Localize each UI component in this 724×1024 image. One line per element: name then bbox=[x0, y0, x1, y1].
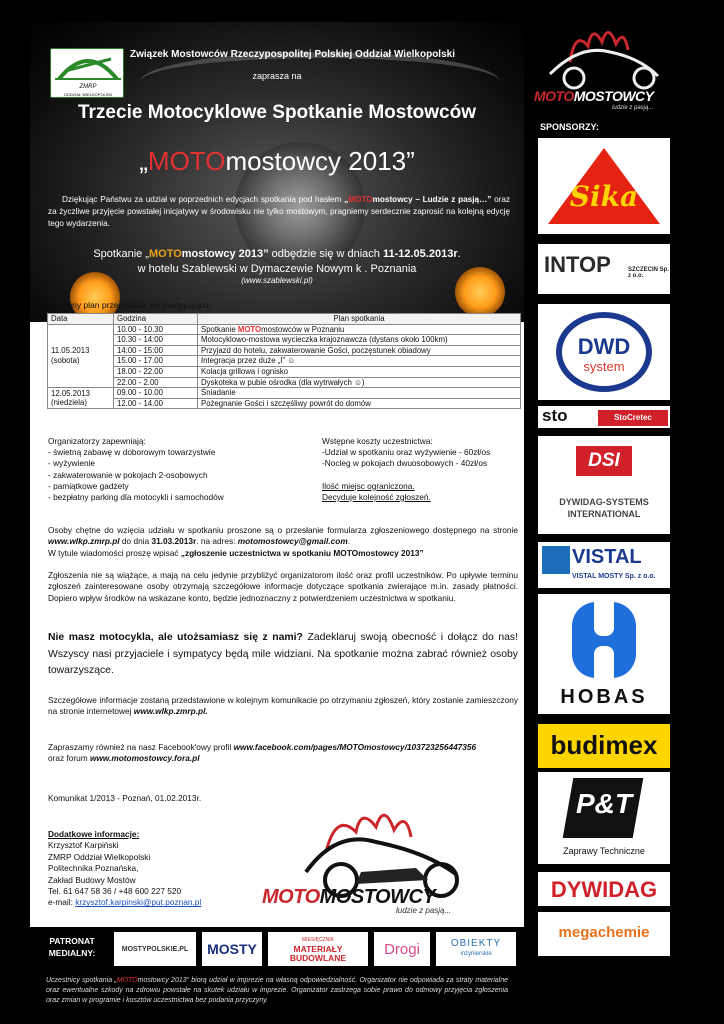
table-row bbox=[48, 366, 521, 377]
media-name: MOSTYPOLSKIE.PL bbox=[121, 945, 189, 953]
contact-line: Tel. 61 647 58 36 / +48 600 227 520 bbox=[48, 886, 182, 897]
time-cell: 15.00 - 17.00 bbox=[114, 356, 198, 367]
time-cell: 12.00 - 14.00 bbox=[114, 398, 198, 409]
p5-text-b: oraz forum bbox=[48, 753, 90, 764]
list-item: - wyżywienie bbox=[48, 458, 96, 469]
details-paragraph bbox=[48, 695, 518, 718]
thanks-paragraph bbox=[48, 194, 510, 230]
media-name: inżynierskie bbox=[460, 951, 492, 957]
registration-paragraph bbox=[48, 525, 518, 559]
motorcycle-hero-image bbox=[30, 22, 524, 322]
footer-text: Uczestnicy spotkania „ bbox=[46, 977, 117, 984]
pt-logo bbox=[538, 772, 670, 864]
meeting-place: w hotelu Szablewski w Dymaczewie Nowym k . Poznania bbox=[137, 263, 417, 275]
meeting-announcement bbox=[30, 247, 524, 277]
table-row bbox=[48, 345, 521, 356]
hobas-text: HOBAS bbox=[560, 686, 648, 708]
mostypolskie-logo bbox=[114, 932, 196, 966]
organizers-title: Organizatorzy zapewniają: bbox=[48, 436, 146, 446]
footer-moto: MOTO bbox=[116, 977, 138, 984]
costs-title: Wstępne koszty uczestnictwa: bbox=[322, 436, 433, 446]
top-logo-tagline: ludzie z pasją... bbox=[612, 105, 654, 111]
header-time: Godzina bbox=[114, 314, 198, 325]
media-name: MIESIĘCZNIK bbox=[302, 936, 334, 943]
communique-line: Komunikat 1/2013 - Poznań, 01.02.2013r. bbox=[48, 793, 202, 803]
forum-link[interactable]: www.motomostowcy.fora.pl bbox=[89, 753, 200, 764]
day2-weekday: (niedziela) bbox=[51, 398, 87, 408]
day2-date: 12.05.2013 bbox=[51, 388, 91, 398]
media-name: MATERIAŁY BUDOWLANE bbox=[289, 943, 347, 963]
media-name: MOSTY bbox=[207, 941, 257, 957]
megachemie-text: megachemie bbox=[558, 924, 650, 941]
time-cell: 10.30 - 14:00 bbox=[114, 335, 198, 346]
day1-cell bbox=[48, 324, 114, 388]
contact-line: Zakład Budowy Mostów bbox=[48, 874, 136, 885]
list-item: - bezpłatny parking dla motocykli i samochodów bbox=[48, 492, 224, 503]
sika-text: Sika bbox=[569, 180, 639, 213]
hotel-website[interactable]: (www.szablewski.pl) bbox=[241, 276, 313, 285]
disclaimer-footer bbox=[30, 973, 524, 1016]
plan-moto: MOTO bbox=[237, 324, 262, 334]
dwd-text: DWD bbox=[577, 334, 631, 359]
limited-places: Ilość miejsc ograniczona. bbox=[322, 480, 415, 491]
list-item: - świetną zabawę w doborowym towarzystwie bbox=[48, 447, 216, 458]
vistal-subtext: VISTAL MOSTY Sp. z o.o. bbox=[572, 573, 656, 580]
contact-block bbox=[48, 829, 288, 909]
materialy-budowlane-logo bbox=[268, 932, 368, 966]
budimex-text: budimex bbox=[550, 730, 658, 760]
plan-cell: Dyskoteka w pubie ośrodka (dla wytrwałych ☺) bbox=[198, 377, 521, 388]
header-date: Data bbox=[48, 314, 114, 325]
table-row bbox=[48, 388, 521, 399]
meeting-part3: . bbox=[457, 248, 461, 260]
time-cell: 18.00 - 22.00 bbox=[114, 366, 198, 377]
contact-line: ZMRP Oddział Wielkopolski bbox=[48, 851, 151, 862]
schedule-table bbox=[47, 313, 521, 409]
pt-text: P&T bbox=[576, 788, 632, 819]
title-moto: MOTO bbox=[147, 146, 226, 176]
p1-text-c: . na adres: bbox=[196, 536, 238, 547]
time-cell: 10.00 - 10.30 bbox=[114, 324, 198, 335]
organization-name: Związek Mostowców Rzeczypospolitej Polskiej Oddział Wielkopolski bbox=[130, 49, 455, 60]
sto-text: sto bbox=[542, 406, 568, 425]
deadline-date: 31.03.2013r bbox=[151, 536, 197, 547]
obiekty-inzynierskie-logo bbox=[436, 932, 516, 966]
facebook-paragraph bbox=[48, 742, 518, 765]
contact-email-link[interactable]: krzysztof.karpinski@put.poznan.pl bbox=[75, 897, 202, 908]
header-plan: Plan spotkania bbox=[198, 314, 521, 325]
sika-logo bbox=[538, 138, 670, 234]
list-item: - zakwaterowanie w pokojach 2-osobowych bbox=[48, 469, 208, 480]
vistal-logo bbox=[538, 542, 670, 588]
top-logo-wordmark bbox=[534, 88, 654, 104]
sponsors-label: SPONSORZY: bbox=[540, 122, 599, 132]
drogi-logo bbox=[374, 932, 430, 966]
contact-email-line bbox=[48, 897, 288, 908]
vistal-text: VISTAL bbox=[572, 546, 642, 568]
email-subject: „zgłoszenie uczestnictwa w spotkaniu MOTOmostowcy 2013” bbox=[180, 547, 424, 558]
table-row bbox=[48, 324, 521, 335]
meeting-moto: MOTO bbox=[148, 248, 182, 260]
hobas-h-gap-bottom bbox=[594, 646, 614, 678]
logo-moto: MOTO bbox=[262, 886, 320, 908]
time-cell: 09.00 - 10.00 bbox=[114, 388, 198, 399]
p3-question: Nie masz motocykla, ale utożsamiasz się z nami? bbox=[48, 632, 303, 643]
megachemie-logo bbox=[538, 912, 670, 956]
costs-list bbox=[322, 436, 522, 503]
stocretec-text: StoCretec bbox=[598, 410, 668, 426]
dwd-logo bbox=[538, 304, 670, 400]
plan-cell: Integracja przez duże „I” ☺ bbox=[198, 356, 521, 367]
p3-text: Zadeklaruj swoją obecność i dołącz do nas! Wszyscy nasi przyjaciele i sympatycy będą mile widziani. Na spotkanie można zabrać również osoby towarzyszące. bbox=[48, 632, 518, 676]
organizers-list bbox=[48, 436, 308, 503]
main-title bbox=[30, 146, 524, 177]
media-name: Drogi bbox=[384, 940, 420, 958]
contact-line: Politechnika Poznańska, bbox=[48, 863, 139, 874]
plan-cell: Motocyklowo-mostowa wycieczka krajoznawcza (dystans około 100km) bbox=[198, 335, 521, 346]
p1-text-b: do dnia bbox=[119, 536, 152, 547]
hobas-logo bbox=[538, 594, 670, 714]
thanks-moto: MOTO bbox=[348, 195, 373, 204]
sto-logo bbox=[538, 406, 670, 428]
day2-cell bbox=[48, 388, 114, 409]
main-column bbox=[30, 22, 524, 1016]
dsi-subtext: DYWIDAG-SYSTEMS INTERNATIONAL bbox=[559, 497, 649, 519]
invites-text: zaprasza na bbox=[252, 71, 302, 81]
title-rest: mostowcy 2013” bbox=[225, 146, 415, 176]
invitation-paragraph bbox=[48, 630, 518, 680]
sponsor-sidebar bbox=[530, 22, 674, 1016]
zmrp-logo-subtext: ODDZIAŁ WIELKOPOLSKI bbox=[63, 92, 113, 97]
table-header-row bbox=[48, 314, 521, 325]
media-patrons-strip bbox=[30, 927, 524, 973]
list-item: -Nocleg w pokojach dwuosobowych - 40zł/os bbox=[322, 458, 488, 469]
plan-text: Spotkanie bbox=[201, 324, 238, 334]
dywidag-text: DYWIDAG bbox=[550, 877, 658, 902]
title-quote: „ bbox=[139, 146, 148, 176]
table-row bbox=[48, 356, 521, 367]
email-label: e-mail: bbox=[48, 897, 76, 908]
zmrp-logo-text: ZMRP bbox=[79, 84, 97, 90]
top-logo-mostowcy: MOSTOWCY bbox=[573, 88, 654, 104]
contact-line: Krzysztof Karpiński bbox=[48, 840, 119, 851]
hobas-h-gap-top bbox=[594, 602, 614, 636]
plan-cell: Śniadanie bbox=[198, 388, 521, 399]
registration-email-link[interactable]: motomostowcy@gmail.com bbox=[237, 536, 348, 547]
plan-cell: Kolacja grillowa i ognisko bbox=[198, 366, 521, 377]
time-cell: 14:00 - 15:00 bbox=[114, 345, 198, 356]
dywidag-logo bbox=[538, 872, 670, 906]
intop-logo bbox=[538, 244, 670, 294]
logo-mostowcy: MOSTOWCY bbox=[319, 886, 436, 908]
dsi-text: DSI bbox=[576, 446, 632, 476]
day1-date: 11.05.2013 bbox=[51, 346, 90, 356]
intop-text: INTOP bbox=[544, 252, 611, 277]
terms-paragraph: Zgłoszenia nie są wiążące, a mają na celu jedynie przybliżyć organizatorom ilość oraz profil uczestników. Po upływie terminu zgłoszeń zainteresowane osoby otrzymają szczegółowe informacje dotyczące spotkania zwierające m.in. zasady płatności. Dopiero wpływ środków na wskazane konto, będzie jednoznaczny z potwierdzeniem uczestnictwa w spotkaniu. bbox=[48, 570, 518, 603]
media-name: OBIEKTY bbox=[450, 938, 502, 949]
p1-text-d: . bbox=[347, 536, 351, 547]
dsi-logo bbox=[538, 436, 670, 534]
table-row bbox=[48, 335, 521, 346]
motomostowcy-top-logo bbox=[530, 22, 674, 122]
p1-text: Osoby chętne do wzięcia udziału w spotkaniu proszone są o przesłanie formularza zgłoszeniowego dostępnego na stronie bbox=[48, 525, 518, 535]
plan-cell: Pożegnanie Gości i szczęśliwy powrót do domów bbox=[198, 398, 521, 409]
motomostowcy-logo bbox=[262, 802, 506, 915]
patrons-label: PATRONAT MEDIALNY: bbox=[48, 936, 96, 958]
logo-tagline: ludzie z pasją... bbox=[396, 906, 452, 915]
p5-text: Zapraszamy również na nasz Facebook'owy profil bbox=[48, 742, 234, 752]
meeting-part2: odbędzie się w dniach bbox=[268, 248, 383, 260]
table-row bbox=[48, 377, 521, 388]
footer-text-b: mostowcy 2013” biorą udział w imprezie na własną odpowiedzialność. Organizator nie odpowiada za straty materialne oraz ewentualne szkody na zdrowiu powstałe na skutek udziału w imprezie. Organizator zastrzega sobie prawo do odmowy przyjęcia zgłoszenia oraz zmian w programie i kosztów uczestnictwa bez podania przyczyny. bbox=[46, 977, 508, 1004]
p1-text-e: W tytule wiadomości proszę wpisać bbox=[48, 547, 181, 558]
facebook-link[interactable]: www.facebook.com/pages/MOTOmostowcy/103723256447356 bbox=[233, 742, 477, 752]
dwd-system-text: system bbox=[583, 359, 625, 374]
event-title: Trzecie Motocyklowe Spotkanie Mostowców bbox=[77, 102, 477, 123]
day1-weekday: (sobota) bbox=[51, 355, 80, 365]
plan-label: Wstępny plan przedstawia się następująco: bbox=[48, 300, 212, 310]
list-item: -Udział w spotkaniu oraz wyżywienie - 60zł/os bbox=[322, 447, 491, 458]
p4-text: Szczegółowe informacje zostaną przedstawione w kolejnym komunikacie po otrzymaniu zgłoszeń, który zostanie zamieszczony na stronie internetowej bbox=[48, 695, 518, 717]
meeting-dates: 11-12.05.2013r bbox=[382, 248, 458, 260]
meeting-name: mostowcy 2013” bbox=[181, 248, 269, 260]
thanks-part2: oraz za życzliwe przyjęcie powstałej inicjatywy w środowisku nie tylko mostowym, pragniemy serdecznie zaprosić na kolejną edycję tego wydarzenia. bbox=[48, 195, 511, 228]
intop-subtext: SZCZECIN Sp. z o.o. bbox=[628, 267, 670, 279]
budimex-logo bbox=[538, 724, 670, 768]
table-row bbox=[48, 398, 521, 409]
plan-cell bbox=[198, 324, 521, 335]
vistal-vs-mark bbox=[542, 546, 570, 574]
thanks-quote: „ bbox=[344, 195, 349, 204]
list-item: - pamiątkowe gadżety bbox=[48, 480, 129, 491]
contact-title: Dodatkowe informacje: bbox=[48, 829, 140, 839]
thanks-part1: Dziękując Państwu za udział w poprzednich edycjach spotkania pod hasłem bbox=[62, 195, 345, 204]
top-logo-moto: MOTO bbox=[534, 88, 574, 104]
zmrp-site-link-2[interactable]: www.wlkp.zmrp.pl. bbox=[133, 706, 208, 717]
zmrp-site-link[interactable]: www.wlkp.zmrp.pl bbox=[48, 536, 120, 547]
plan-text-post: mostowców w Poznaniu bbox=[261, 324, 345, 334]
meeting-part1: Spotkanie „ bbox=[93, 248, 149, 260]
pt-subtext: Zaprawy Techniczne bbox=[563, 846, 645, 856]
order-note: Decyduje kolejność zgłoszeń. bbox=[322, 491, 431, 502]
plan-cell: Przyjazd do hotelu, zakwaterowanie Gości, poczęstunek obiadowy bbox=[198, 345, 521, 356]
motorcycle-flames-icon bbox=[530, 22, 674, 92]
mosty-logo bbox=[202, 932, 262, 966]
thanks-slogan: mostowcy – Ludzie z pasją…” bbox=[372, 195, 492, 204]
time-cell: 22.00 - 2.00 bbox=[114, 377, 198, 388]
